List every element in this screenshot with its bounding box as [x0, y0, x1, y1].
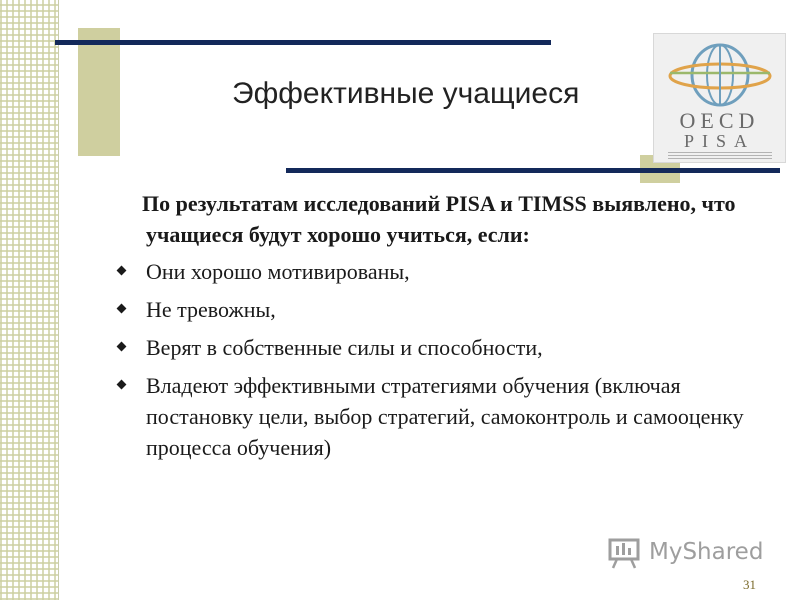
globe-icon	[668, 40, 772, 110]
diamond-bullet-icon	[117, 342, 127, 352]
bullet-text: Они хорошо мотивированы,	[146, 259, 410, 284]
page-number: 31	[743, 577, 756, 592]
presentation-board-icon	[607, 537, 643, 569]
diamond-bullet-icon	[117, 304, 127, 314]
logo-fine-print-line	[668, 152, 772, 153]
list-item	[104, 332, 744, 363]
slide-title: Эффективные учащиеся	[232, 77, 580, 110]
watermark-text: MyShared	[649, 539, 764, 565]
diamond-bullet-icon	[117, 266, 127, 276]
bullet-list	[104, 256, 744, 463]
side-border-line	[58, 0, 59, 600]
oecd-pisa-logo	[653, 33, 786, 163]
top-rule	[55, 40, 551, 45]
list-item	[104, 370, 744, 463]
logo-fine-print-line	[668, 155, 772, 156]
diamond-bullet-icon	[117, 380, 127, 390]
logo-oecd-text: OECD	[679, 108, 760, 133]
title-accent-block	[78, 28, 120, 156]
logo-pisa-text: PISA	[683, 131, 755, 151]
lower-rule	[286, 168, 780, 173]
bullet-text: Не тревожны,	[146, 297, 276, 322]
list-item	[104, 256, 744, 287]
logo-fine-print-line	[668, 158, 772, 159]
intro-text: По результатам исследований PISA и TIMSS выявлено, что учащиеся будут хорошо учиться, если:	[142, 191, 736, 247]
bullet-text: Верят в собственные силы и способности,	[146, 335, 543, 360]
bullet-text: Владеют эффективными стратегиями обучения (включая постановку цели, выбор стратегий, самоконтроль и самооценку процесса обучения)	[146, 373, 744, 460]
slide-body	[104, 188, 744, 470]
side-pattern-border	[0, 0, 58, 600]
list-item	[104, 294, 744, 325]
